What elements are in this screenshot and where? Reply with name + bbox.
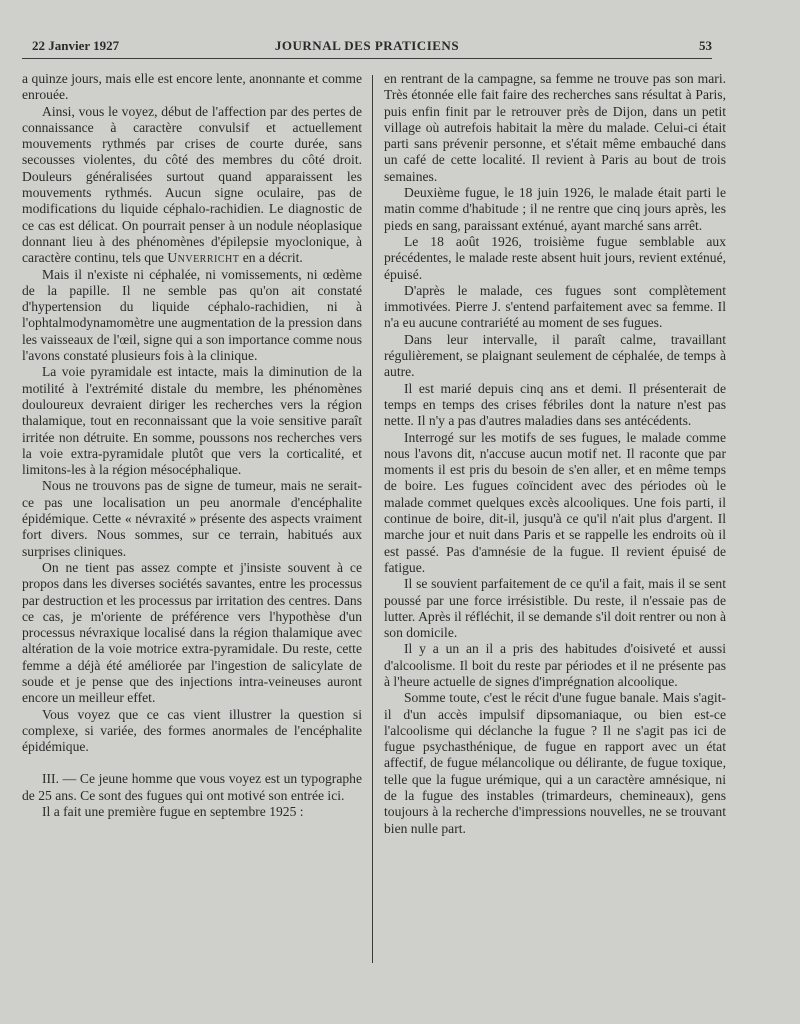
paragraph: Interrogé sur les motifs de ses fugues, le malade comme nous l'avons dit, n'accuse aucun motif net. Il raconte que par moments il est pris du besoin de s'en aller, et en même temps de boire. Les fugues coïncident avec des périodes où le malade commet quelques excès alcooliques. Une fois parti, il continue de boire, dit-il, jusqu'à ce qu'il n'ait plus d'argent. Il marche jour et nuit dans Paris et se rappelle les endroits où il est passé. Pas d'amnésie de la fugue. Il revient épuisé de fatigue. — [384, 429, 726, 575]
paragraph: Deuxième fugue, le 18 juin 1926, le malade était parti le matin comme d'habitude ; il ne rentre que cinq jours après, les pieds en sang, paraissant exténué, ayant marché sans arrêt. — [384, 185, 726, 233]
column-divider — [372, 75, 373, 963]
left-column — [22, 71, 362, 820]
journal-title: JOURNAL DES PRATICIENS — [274, 38, 460, 53]
paragraph-text: Ainsi, vous le voyez, début de l'affection par des pertes de connaissance à caractère convulsif et actuellement mouvements rythmés par crises de courte durée, sans secousses violentes, du côté des membres du côté droit. Douleurs généralisées surtout quand apparaissent les mouvements rythmés. Aucun signe oculaire, pas de modifications du liquide céphalo-rachidien. Le diagnostic de ce cas est délicat. On pourrait penser à un nodule néoplasique donnant lieu à des phénomènes d'épilepsie myoclonique, à caractère continu, tels que — [22, 103, 362, 266]
author-name: Unverricht — [167, 250, 240, 266]
right-column — [384, 71, 726, 837]
paragraph: a quinze jours, mais elle est encore lente, anonnante et comme enrouée. — [22, 71, 362, 103]
paragraph: Dans leur intervalle, il paraît calme, travaillant régulièrement, se plaignant seulement de céphalée, de temps à autre. — [384, 331, 726, 380]
page-number: 53 — [699, 38, 712, 53]
paragraph: Le 18 août 1926, troisième fugue semblable aux précédentes, le malade reste absent huit jours, revient exténué, épuisé. — [384, 233, 726, 282]
paragraph: La voie pyramidale est intacte, mais la diminution de la motilité à l'extrémité distale du membre, les phénomènes douloureux devraient diriger les recherches vers la région thalamique, tout en reconnaissant que la voie sensitive paraît irritée non détruite. En somme, poussons nos recherches vers la voie extra-pyramidale plutôt que vers la corticalité, et limitons-les à la région mésocéphalique. — [22, 364, 362, 478]
paragraph: Mais il n'existe ni céphalée, ni vomissements, ni œdème de la papille. Il ne semble pas qu'on ait constaté d'hypertension du liquide céphalo-rachidien, ni à l'ophtalmodynamomètre une augmentation de la pression dans les vaisseaux de l'œil, signe qui a son importance comme nous l'avons constaté plusieurs fois à la clinique. — [22, 266, 362, 364]
header-date: 22 Janvier 1927 — [32, 38, 120, 53]
running-header — [22, 38, 712, 58]
paragraph: Vous voyez que ce cas vient illustrer la question si complexe, si variée, des formes anormales de l'encéphalite épidémique. — [22, 706, 362, 755]
paragraph-text: en a décrit. — [242, 250, 303, 266]
paragraph: Il se souvient parfaitement de ce qu'il a fait, mais il se sent poussé par une force irrésistible. Du reste, il n'essaie pas de lutter. Après il réfléchit, il se demande s'il doit rentrer ou non à son domicile. — [384, 576, 726, 641]
paragraph: Il y a un an il a pris des habitudes d'oisiveté et aussi d'alcoolisme. Il boit du reste par périodes et il ne présente pas à l'heure actuelle de signes d'imprégnation alcoolique. — [384, 641, 726, 689]
section-paragraph: III. — Ce jeune homme que vous voyez est un typographe de 25 ans. Ce sont des fugues qui ont motivé son entrée ici. — [22, 771, 362, 803]
paragraph: Il est marié depuis cinq ans et demi. Il présenterait de temps en temps des crises fébriles dont la nature n'est pas nette. Il n'y a pas d'autres maladies dans ses antécédents. — [384, 380, 726, 429]
paragraph — [22, 104, 362, 267]
paragraph: en rentrant de la campagne, sa femme ne trouve pas son mari. Très étonnée elle fait faire des recherches sans résultat à Paris, puis enfin finit par le retrouver près de Dijon, dans un petit village où autrefois habitait la mère du malade. Celui-ci était parti sans prévenir personne, et s'était même embauché dans un café de cette localité. Il revient à Paris au bout de trois semaines. — [384, 71, 726, 184]
header-rule — [22, 58, 712, 59]
paragraph: Somme toute, c'est le récit d'une fugue banale. Mais s'agit-il d'un accès impulsif dipsomaniaque, ou bien est-ce l'alcoolisme qui déclanche la fugue ? Il ne s'agit pas ici de fugue psychasthénique, de fugue en rapport avec un état affectif, de fugue mélancolique ou délirante, de fugue toxique, telle que la fugue urémique, qui a un caractère amnésique, ni de la fugue des instables (trimardeurs, chemineaux), gens toujours à la recherche d'impressions nouvelles, ne se trouvant bien nulle part. — [384, 690, 726, 836]
paragraph: On ne tient pas assez compte et j'insiste souvent à ce propos dans les diverses sociétés savantes, entre les processus par destruction et les processus par irritation des centres. Dans ce cas, je m'oriente de préférence vers l'hypothèse d'un processus névraxique localisé dans la région thalamique avec altération de la voie motrice extra-pyramidale. Du reste, cette femme a déjà été améliorée par l'ingestion de salicylate de soude et je pense que des injections intra-veineuses auront encore un meilleur effet. — [22, 559, 362, 706]
paragraph: D'après le malade, ces fugues sont complètement immotivées. Pierre J. s'entend parfaitement avec sa femme. Il n'a eu aucune contrariété au moment de ses fugues. — [384, 282, 726, 331]
paragraph: Nous ne trouvons pas de signe de tumeur, mais ne serait-ce pas une localisation un peu anormale d'encéphalite épidémique. Cette « névraxité » présente des aspects vraiment fort divers. Nous sommes, sur ce terrain, habitués aux surprises cliniques. — [22, 478, 362, 559]
paragraph: Il a fait une première fugue en septembre 1925 : — [42, 804, 304, 820]
